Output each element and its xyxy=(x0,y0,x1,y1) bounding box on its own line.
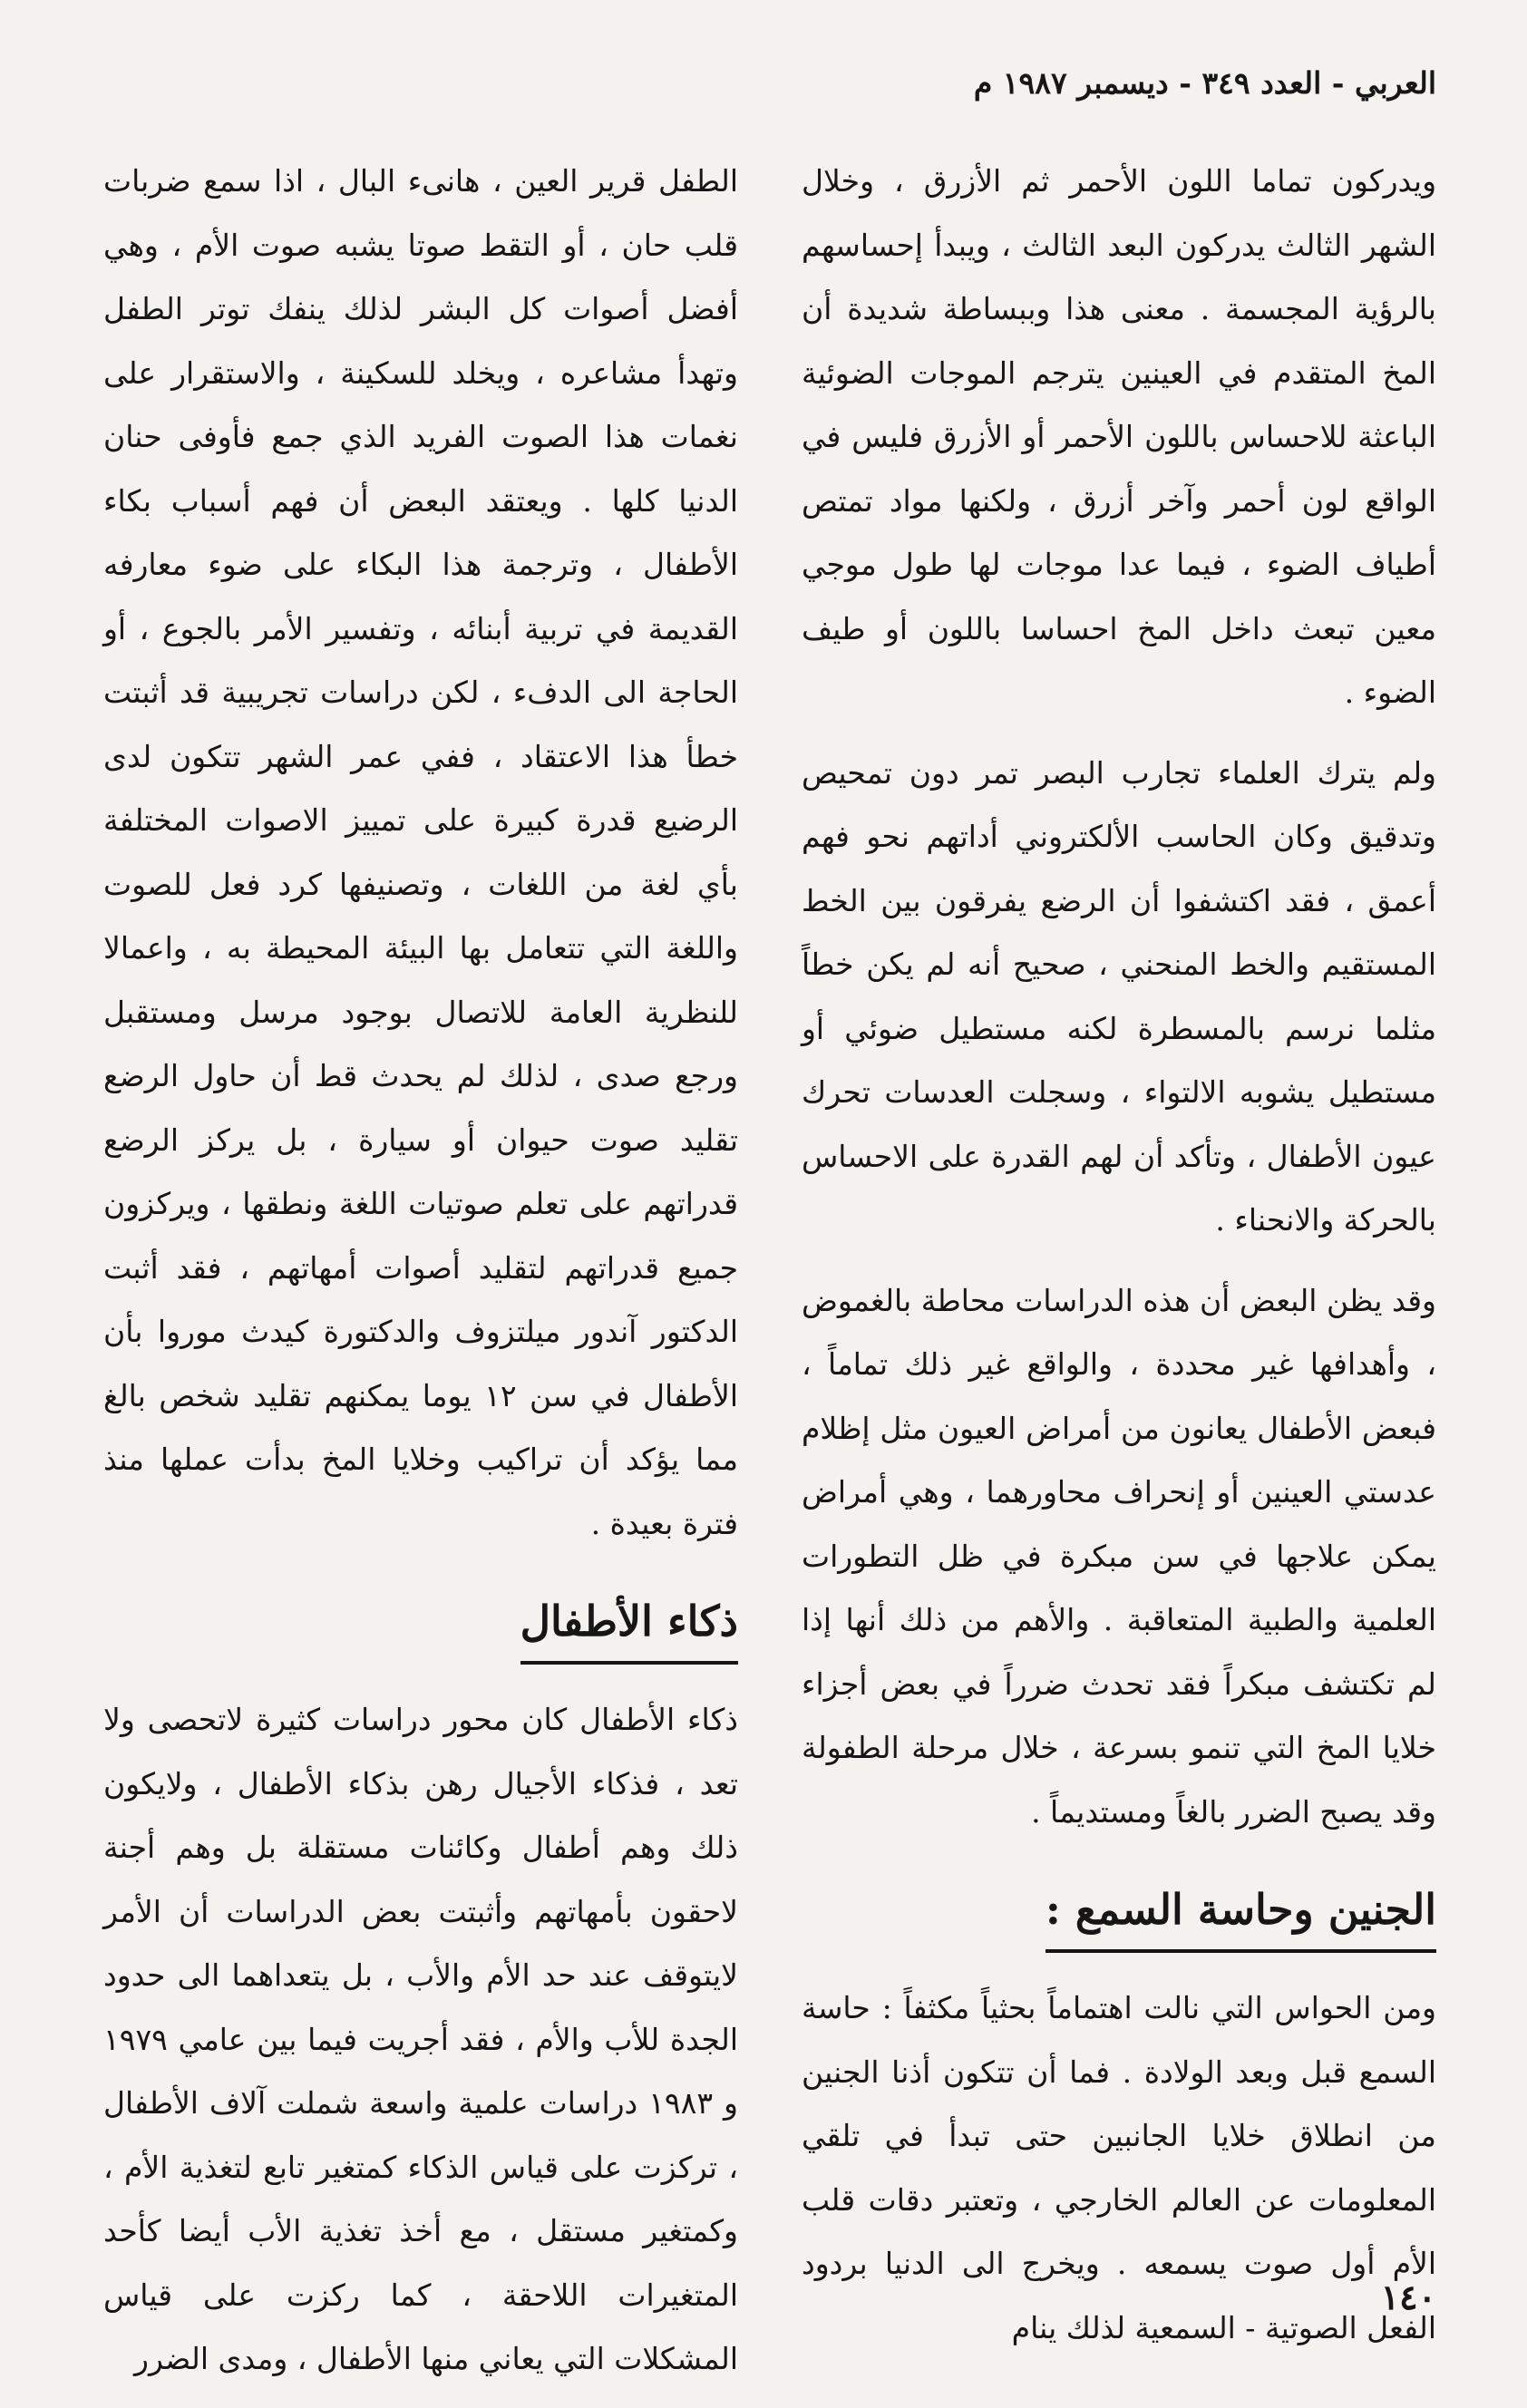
paragraph: الطفل قرير العين ، هانىء البال ، اذا سمع ضربات قلب حان ، أو التقط صوتا يشبه صوت الأم ، وهي أفضل أصوات كل البشر لذلك ينفك توتر الطفل وتهدأ مشاعره ، ويخلد للسكينة ، والاستقرار على نغمات هذا الصوت الفريد الذي جمع فأوفى حنان الدنيا كلها . ويعتقد البعض أن فهم أسباب بكاء الأطفال ، وترجمة هذا البكاء على ضوء معارفه القديمة في تربية أبنائه ، وتفسير الأمر بالجوع ، أو الحاجة الى الدفء ، لكن دراسات تجريبية قد أثبتت خطأ هذا الاعتقاد ، ففي عمر الشهر تتكون لدى الرضيع قدرة كبيرة على تمييز الاصوات المختلفة بأي لغة من اللغات ، وتصنيفها كرد فعل للصوت واللغة التي تتعامل بها البيئة المحيطة به ، واعمالا للنظرية العامة للاتصال بوجود مرسل ومستقبل ورجع صدى ، لذلك لم يحدث قط أن حاول الرضع تقليد صوت حيوان أو سيارة ، بل يركز الرضع قدراتهم على تعلم صوتيات اللغة ونطقها ، ويركزون جميع قدراتهم لتقليد أصوات أمهاتهم ، فقد أثبت الدكتور آندور ميلتزوف والدكتورة كيدث موروا بأن الأطفال في سن ١٢ يوما يمكنهم تقليد شخص بالغ مما يؤكد أن تراكيب وخلايا المخ بدأت عملها منذ فترة بعيدة . xyxy=(103,163,738,1541)
paragraph: ومن الحواس التي نالت اهتماماً بحثياً مكثفاً : حاسة السمع قبل وبعد الولادة . فما أن تتكون أذنا الجنين من انطلاق خلايا الجانبين حتى تبدأ في تلقي المعلومات عن العالم الخارجي ، وتعتبر دقات قلب الأم أول صوت يسمعه . ويخرج الى الدنيا بردود الفعل الصوتية - السمعية لذلك ينام xyxy=(802,1990,1436,2345)
left-column xyxy=(103,150,738,2408)
paragraph: ويدركون تماما اللون الأحمر ثم الأزرق ، وخلال الشهر الثالث يدركون البعد الثالث ، ويبدأ إحساسهم بالرؤية المجسمة . معنى هذا وببساطة شديدة أن المخ المتقدم في العينين يترجم الموجات الضوئية الباعثة للاحساس باللون الأحمر أو الأزرق فليس في الواقع لون أحمر وآخر أزرق ، ولكنها مواد تمتص أطياف الضوء ، فيما عدا موجات لها طول موجي معين تبعث داخل المخ احساسا باللون أو طيف الضوء . xyxy=(802,163,1436,710)
right-column xyxy=(802,150,1436,2376)
section-heading-hearing: الجنين وحاسة السمع : xyxy=(1046,1873,1436,1953)
paragraph: ولم يترك العلماء تجارب البصر تمر دون تمحيص وتدقيق وكان الحاسب الألكتروني أداتهم نحو فهم أعمق ، فقد اكتشفوا أن الرضع يفرقون بين الخط المستقيم والخط المنحني ، صحيح أنه لم يكن خطاً مثلما نرسم بالمسطرة لكنه مستطيل ضوئي أو مستطيل يشوبه الالتواء ، وسجلت العدسات تحرك عيون الأطفال ، وتأكد أن لهم القدرة على الاحساس بالحركة والانحناء . xyxy=(802,754,1436,1238)
paragraph: وقد يظن البعض أن هذه الدراسات محاطة بالغموض ، وأهدافها غير محددة ، والواقع غير ذلك تماماً ، فبعض الأطفال يعانون من أمراض العيون مثل إظلام عدستي العينين أو إنحراف محاورهما ، وهي أمراض يمكن علاجها في سن مبكرة في ظل التطورات العلمية والطبية المتعاقبة . والأهم من ذلك أنها إذا لم تكتشف مبكراً فقد تحدث ضرراً في بعض أجزاء خلايا المخ التي تنمو بسرعة ، خلال مرحلة الطفولة وقد يصبح الضرر بالغاً ومستديماً . xyxy=(802,1282,1436,1830)
section-heading-intelligence: ذكاء الأطفال xyxy=(520,1585,738,1665)
page-number: ١٤٠ xyxy=(1380,2277,1436,2317)
running-header: العربي - العدد ٣٤٩ - ديسمبر ١٩٨٧ م xyxy=(973,65,1436,101)
paragraph: ذكاء الأطفال كان محور دراسات كثيرة لاتحصى ولا تعد ، فذكاء الأجيال رهن بذكاء الأطفال ، ولايكون ذلك وهم أطفال وكائنات مستقلة بل وهم أجنة لاحقون بأمهاتهم وأثبتت بعض الدراسات أن الأمر لايتوقف عند حد الأم والأب ، بل يتعداهما الى حدود الجدة للأب والأم ، فقد أجريت فيما بين عامي ١٩٧٩ و ١٩٨٣ دراسات علمية واسعة شملت آلاف الأطفال ، تركزت على قياس الذكاء كمتغير تابع لتغذية الأم ، وكمتغير مستقل ، مع أخذ تغذية الأب أيضا كأحد المتغيرات اللاحقة ، كما ركزت على قياس المشكلات التي يعاني منها الأطفال ، ومدى الضرر xyxy=(103,1702,738,2376)
